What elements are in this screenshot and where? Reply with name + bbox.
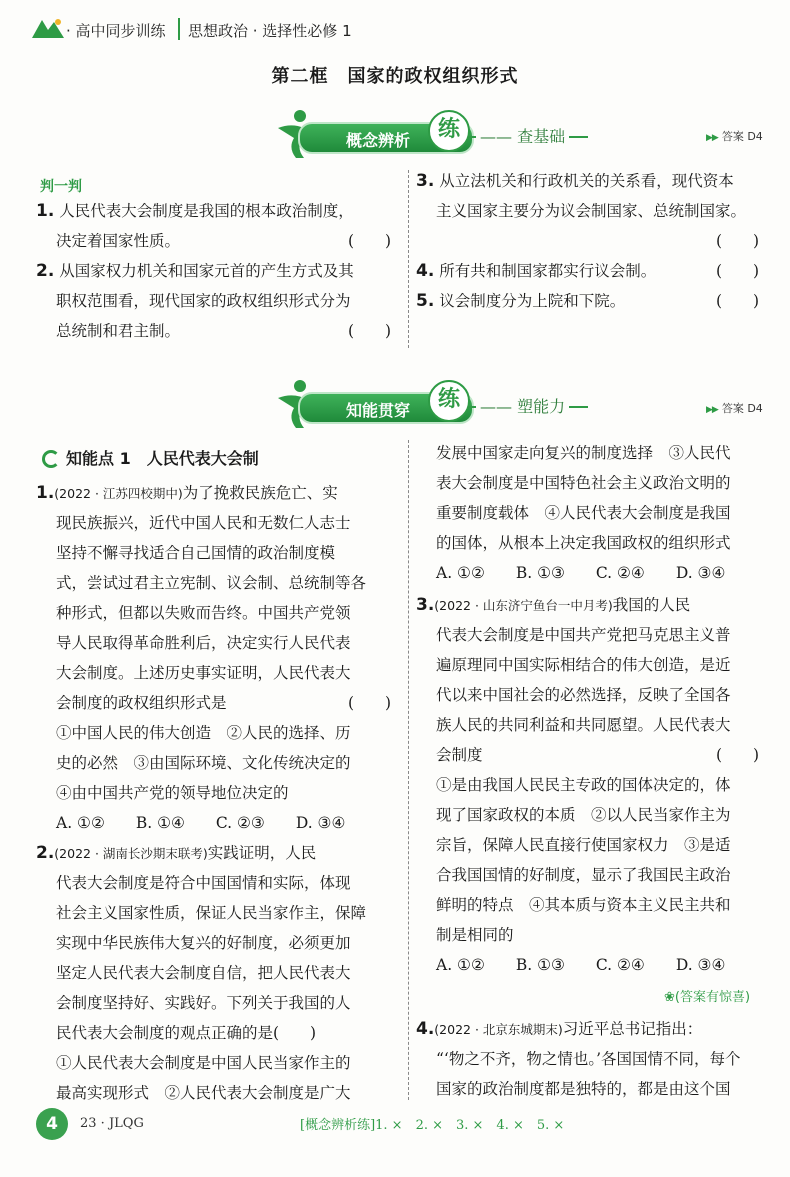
column-divider [408, 170, 409, 348]
knowledge-point-icon [42, 450, 60, 468]
page-header [28, 12, 768, 44]
logo-icon [28, 14, 68, 42]
footer-code: 23 · JLQG [80, 1116, 144, 1131]
judge-item-4: 4. 所有共和制国家都实行议会制。 [416, 261, 657, 281]
answer-blank[interactable]: ( ) [348, 232, 392, 250]
question-1-options[interactable]: A. ①② B. ①④ C. ②③ D. ③④ [56, 814, 346, 832]
column-divider [408, 440, 409, 1100]
question-2-continued: 发展中国家走向复兴的制度选择 ③人民代 [436, 444, 731, 462]
arrow-icon: ▶▶ [706, 405, 718, 415]
question-2-options[interactable]: A. ①② B. ①③ C. ②④ D. ③④ [436, 564, 726, 582]
surprise-note[interactable]: ❀(答案有惊喜) [664, 990, 751, 1005]
page-number-badge: 4 [36, 1108, 68, 1140]
footer-answers: [概念辨析练]1. × 2. × 3. × 4. × 5. × [300, 1118, 565, 1133]
header-divider [178, 18, 180, 40]
answer-blank[interactable]: ( ) [716, 292, 760, 310]
answer-blank[interactable]: ( ) [348, 322, 392, 340]
answer-ref-1: ▶▶ 答案 D4 [706, 130, 763, 143]
lian-badge: 练 [428, 380, 470, 422]
gift-icon: ❀ [664, 990, 675, 1005]
banner-pill: 知能贯穿 [298, 392, 474, 424]
question-2: 2.(2022 · 湖南长沙期末联考)实践证明，人民 [36, 843, 317, 863]
answer-ref-2: ▶▶ 答案 D4 [706, 402, 763, 415]
page-title: 第二框 国家的政权组织形式 [271, 66, 519, 87]
answer-blank[interactable]: ( ) [716, 746, 760, 764]
judge-item-3: 3. 从立法机关和行政机关的关系看，现代资本 [416, 171, 734, 191]
question-4: 4.(2022 · 北京东城期末)习近平总书记指出： [416, 1019, 703, 1039]
question-3: 3.(2022 · 山东济宁鱼台一中月考)我国的人民 [416, 595, 691, 615]
banner-subtitle: —— 塑能力 [476, 394, 569, 417]
judge-heading: 判一判 [40, 179, 82, 195]
lian-badge: 练 [428, 110, 470, 152]
arrow-icon: ▶▶ [706, 133, 718, 143]
banner-pill: 概念辨析 [298, 122, 474, 154]
judge-item-2: 2. 从国家权力机关和国家元首的产生方式及其 [36, 261, 354, 281]
answer-blank[interactable]: ( ) [716, 262, 760, 280]
section-banner-concept [270, 112, 610, 162]
question-1: 1.(2022 · 江苏四校期中)为了挽救民族危亡、实 [36, 483, 338, 503]
section-banner-ability [270, 382, 610, 432]
knowledge-point-heading: 知能点 1 人民代表大会制 [42, 446, 259, 469]
judge-item-1: 1. 人民代表大会制度是我国的根本政治制度， [36, 201, 354, 221]
subject-title: 思想政治 · 选择性必修 1 [188, 22, 352, 40]
series-title: · 高中同步训练 [66, 22, 166, 40]
banner-subtitle: —— 查基础 [476, 124, 569, 147]
question-3-options[interactable]: A. ①② B. ①③ C. ②④ D. ③④ [436, 956, 726, 974]
answer-blank[interactable]: ( ) [716, 232, 760, 250]
answer-blank[interactable]: ( ) [348, 694, 392, 712]
judge-item-5: 5. 议会制度分为上院和下院。 [416, 291, 626, 311]
